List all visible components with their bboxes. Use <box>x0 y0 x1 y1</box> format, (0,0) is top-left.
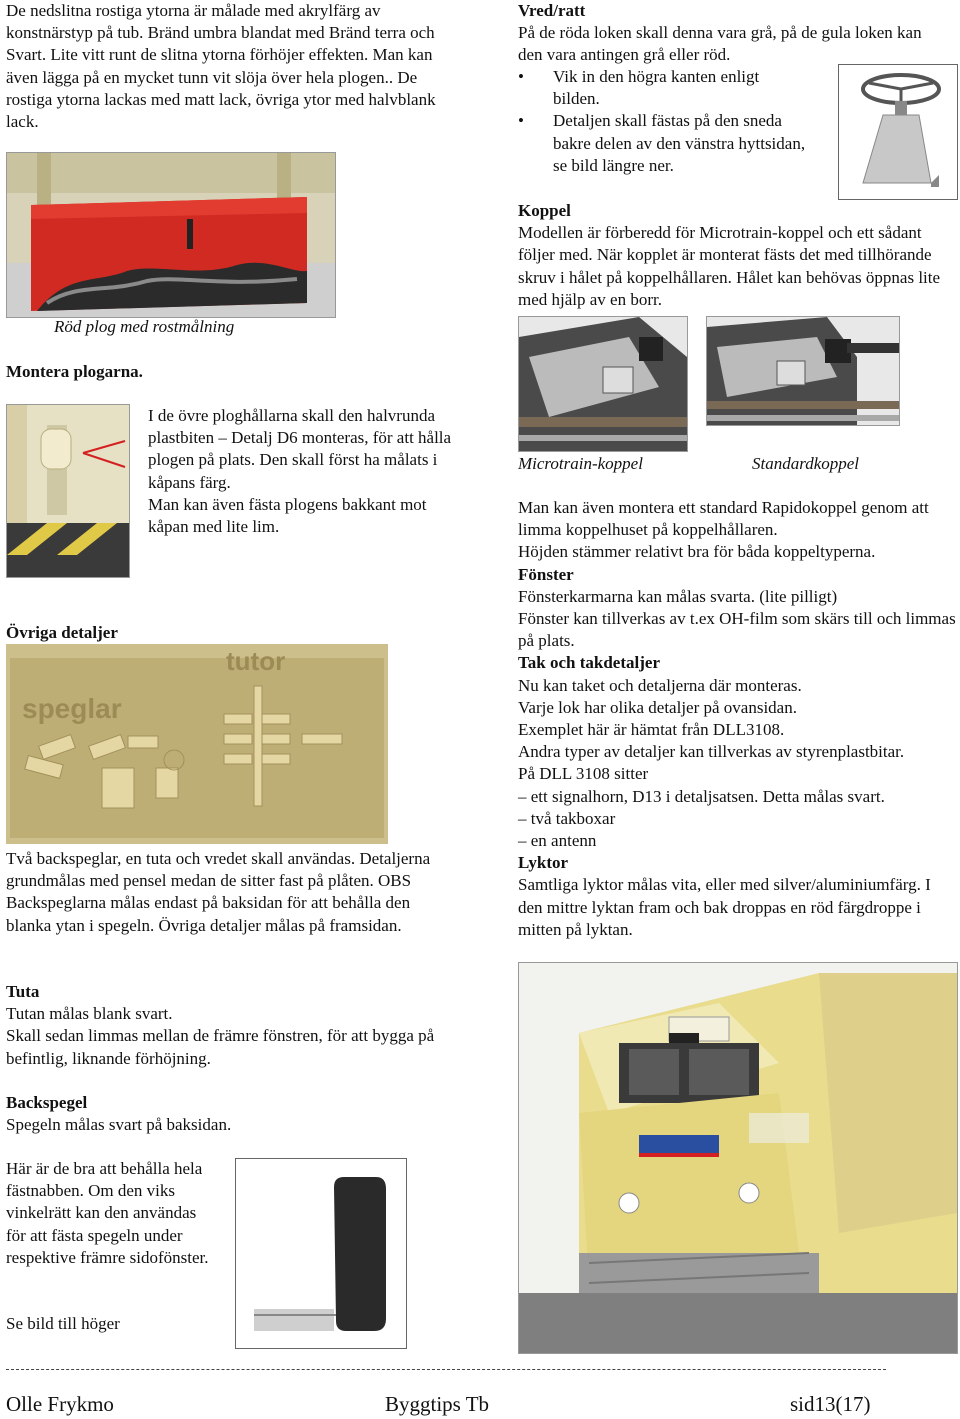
mirror-heading: Backspegel <box>6 1093 88 1112</box>
roof-line-1: Nu kan taket och detaljerna där monteras. <box>518 675 802 695</box>
window-text-2: Fönster kan tillverkas av t.ex OH-film som skärs till och limmas på plats. <box>518 609 956 651</box>
mount-text-2: Man kan även fästa plogens bakkant mot kåpan med lite lim. <box>148 494 427 537</box>
mirror-bracket-image <box>235 1158 407 1349</box>
wheel-heading: Vred/ratt <box>518 1 586 20</box>
height-text: Höjden stämmer relativt bra för båda koppeltyperna. <box>518 542 876 562</box>
microtrain-coupler-image <box>518 316 688 452</box>
footer-author: Olle Frykmo <box>6 1392 114 1416</box>
roof-line-5: På DLL 3108 sitter <box>518 764 649 784</box>
other-details-text: Två backspeglar, en tuta och vredet skall användas. Detaljerna grundmålas med pensel medan de sitter fast på plåten. OBS Backspeglarna målas endast på baksidan för att behålla den blanka ytan i spegeln. Övriga detaljer målas på framsidan. <box>6 849 431 935</box>
mount-text: I de övre ploghållarna skall den halvrunda plastbiten – Detalj D6 monteras, för att hålla plogen på plats. Den skall först ha målats i kåpans färg. <box>148 406 452 492</box>
intro-paragraph: De nedslitna rostiga ytorna är målade med akrylfärg av konstnärstyp på tub. Bränd umbra blandat med Bränd terra och Svart. Lite vitt runt de slitna ytorna förhöjer effekten. Man kan även lägga på en mycket tunn vit slöja över hela plogen.. De rostiga ytorna lackas med matt lack, övriga ytor med halvblank lack. <box>6 1 436 132</box>
roof-line-2: Varje lok har olika detaljer på ovansidan. <box>518 697 797 717</box>
roof-heading: Tak och takdetaljer <box>518 653 660 673</box>
mirror-text: Spegeln målas svart på baksidan. <box>6 1115 232 1135</box>
roof-line-7: – två takboxar <box>518 808 616 828</box>
horn-text-1: Tutan målas blank svart. <box>6 1004 173 1024</box>
microtrain-caption: Microtrain-koppel <box>518 454 643 473</box>
standard-caption: Standardkoppel <box>752 454 860 473</box>
coupler-text: Modellen är förberedd för Microtrain-koppel och ett sådant följer med. När kopplet är monterat fästs det med tillhörande skruv i hålet på koppelhållaren. Hålet kan behövas öppnas lite med hjälp av en borr. <box>518 223 941 309</box>
red-plow-image <box>6 152 336 318</box>
footer-title: Byggtips Tb <box>385 1392 490 1416</box>
mount-heading: Montera plogarna. <box>6 362 143 381</box>
horn-text-2: Skall sedan limmas mellan de främre fönstren, för att bygga på befintlig, liknande förhöjning. <box>6 1026 435 1068</box>
lamp-text: Samtliga lyktor målas vita, eller med silver/aluminiumfärg. I den mittre lyktan fram och bak droppas en röd färgdroppe i mitten på lyktan. <box>518 875 931 939</box>
standard-coupler-image <box>706 316 900 426</box>
standard-coupler-text: Man kan även montera ett standard Rapidokoppel genom att limma koppelhuset på koppelhållaren. <box>518 498 929 540</box>
horn-heading: Tuta <box>6 982 40 1001</box>
other-details-heading: Övriga detaljer <box>6 623 118 642</box>
plow-holder-image <box>6 404 130 578</box>
etch-label-tutor: tutor <box>226 646 286 676</box>
handwheel-image <box>838 64 958 200</box>
footer-page-number: sid13(17) <box>790 1392 871 1416</box>
roof-line-4: Andra typer av detaljer kan tillverkas av styrenplastbitar. <box>518 742 905 762</box>
roof-line-6: – ett signalhorn, D13 i detaljsatsen. Detta målas svart. <box>518 786 885 806</box>
mirror-see-image: Se bild till höger <box>6 1314 120 1333</box>
locomotive-photo <box>518 962 958 1354</box>
plow-caption: Röd plog med rostmålning <box>54 317 235 336</box>
lamp-heading: Lyktor <box>518 853 569 873</box>
etched-parts-image <box>6 644 388 844</box>
window-text-1: Fönsterkarmarna kan målas svarta. (lite pilligt) <box>518 586 838 606</box>
window-heading: Fönster <box>518 564 574 584</box>
coupler-heading: Koppel <box>518 201 571 220</box>
mirror-text-2: Här är de bra att behålla hela fästnabben. Om den viks vinkelrätt kan den användas för att fästa spegeln under respektive främre sidofönster. <box>6 1159 209 1267</box>
etch-label-speglar: speglar <box>22 693 122 724</box>
roof-line-8: – en antenn <box>518 831 597 851</box>
footer-divider <box>6 1369 886 1370</box>
roof-line-3: Exemplet här är hämtat från DLL3108. <box>518 720 785 740</box>
wheel-bullet-1: • Vik in den högra kanten enligt bilden. <box>518 66 808 110</box>
wheel-text: På de röda loken skall denna vara grå, på de gula loken kan den vara antingen grå eller röd. <box>518 23 922 65</box>
wheel-bullet-2: • Detaljen skall fästas på den sneda bakre delen av den vänstra hyttsidan, se bild längre ner. <box>518 110 808 177</box>
